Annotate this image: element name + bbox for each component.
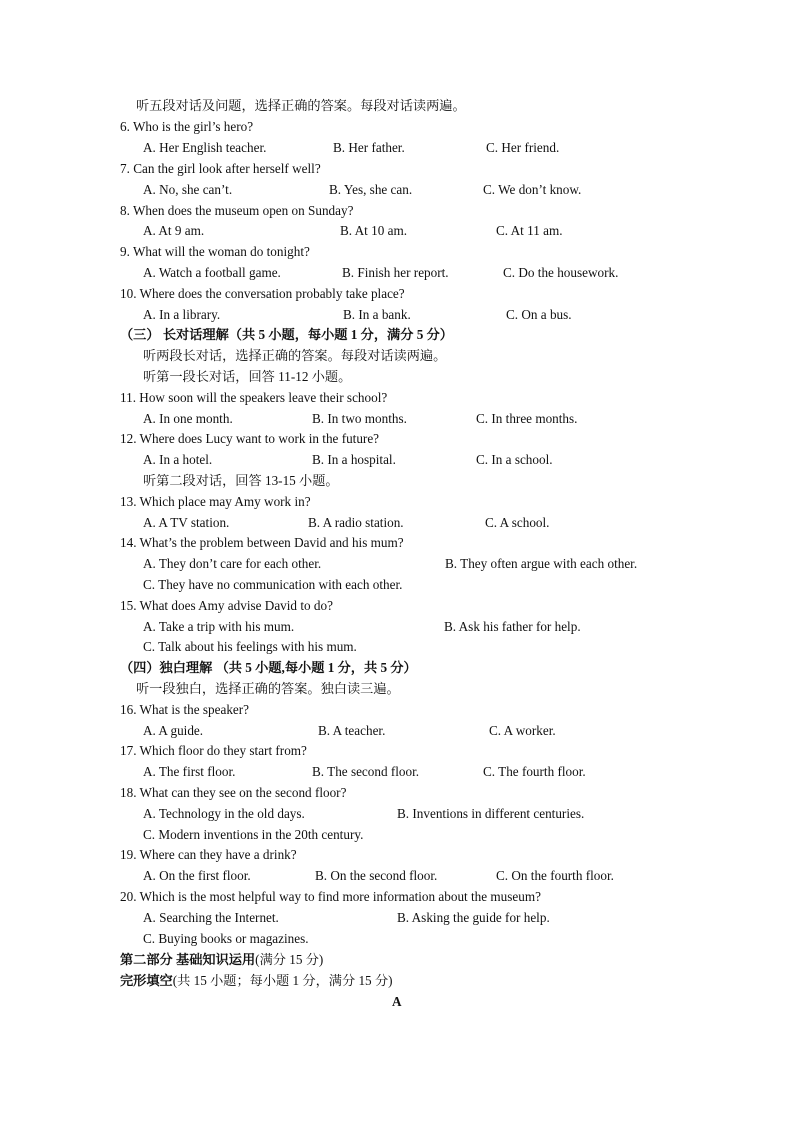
- question-19: 19. Where can they have a drink?: [120, 847, 297, 862]
- section-intro: 听五段对话及问题，选择正确的答案。每段对话读两遍。: [136, 98, 466, 113]
- question-8: 8. When does the museum open on Sunday?: [120, 203, 354, 218]
- cloze-score: (共 15 小题；每小题 1 分，满分 15 分): [172, 973, 393, 988]
- option-20b: B. Asking the guide for help.: [397, 910, 550, 925]
- option-7b: B. Yes, she can.: [329, 182, 413, 197]
- option-19a: A. On the first floor.: [143, 868, 251, 883]
- option-13c: C. A school.: [485, 515, 550, 530]
- option-11c: C. In three months.: [476, 411, 578, 426]
- option-10c: C. On a bus.: [506, 307, 572, 322]
- question-6: 6. Who is the girl’s hero?: [120, 119, 254, 134]
- question-14: 14. What’s the problem between David and his mum?: [120, 535, 404, 550]
- option-6c: C. Her friend.: [486, 140, 560, 155]
- section-4-heading: （四）独白理解 （共 5 小题,每小题 1 分，共 5 分）: [120, 660, 417, 675]
- option-18b: B. Inventions in different centuries.: [397, 806, 585, 821]
- option-14a: A. They don’t care for each other.: [143, 556, 322, 571]
- part-2-heading: [120, 952, 323, 968]
- option-16b: B. A teacher.: [318, 723, 386, 738]
- part-2-score: (满分 15 分): [255, 952, 324, 967]
- option-12a: A. In a hotel.: [143, 452, 213, 467]
- option-19c: C. On the fourth floor.: [496, 868, 614, 883]
- option-17a: A. The first floor.: [143, 764, 236, 779]
- option-17b: B. The second floor.: [312, 764, 420, 779]
- option-6a: A. Her English teacher.: [143, 140, 267, 155]
- option-20a: A. Searching the Internet.: [143, 910, 279, 925]
- section-3-part1: 听第一段长对话，回答 11-12 小题。: [143, 369, 352, 384]
- question-20: 20. Which is the most helpful way to find more information about the museum?: [120, 889, 541, 904]
- option-7c: C. We don’t know.: [483, 182, 582, 197]
- option-9c: C. Do the housework.: [503, 265, 619, 280]
- question-13: 13. Which place may Amy work in?: [120, 494, 311, 509]
- option-16c: C. A worker.: [489, 723, 556, 738]
- question-17: 17. Which floor do they start from?: [120, 743, 307, 758]
- option-10b: B. In a bank.: [343, 307, 411, 322]
- section-3-part2: 听第二段对话，回答 13-15 小题。: [143, 473, 339, 488]
- option-11a: A. In one month.: [143, 411, 233, 426]
- option-6b: B. Her father.: [333, 140, 405, 155]
- option-8c: C. At 11 am.: [496, 223, 563, 238]
- option-8b: B. At 10 am.: [340, 223, 408, 238]
- option-18a: A. Technology in the old days.: [143, 806, 305, 821]
- question-10: 10. Where does the conversation probably take place?: [120, 286, 405, 301]
- option-15c: C. Talk about his feelings with his mum.: [143, 639, 357, 654]
- option-14b: B. They often argue with each other.: [445, 556, 638, 571]
- option-17c: C. The fourth floor.: [483, 764, 586, 779]
- option-10a: A. In a library.: [143, 307, 221, 322]
- option-13a: A. A TV station.: [143, 515, 230, 530]
- option-7a: A. No, she can’t.: [143, 182, 233, 197]
- passage-letter: A: [392, 994, 402, 1009]
- question-18: 18. What can they see on the second floor?: [120, 785, 347, 800]
- question-9: 9. What will the woman do tonight?: [120, 244, 310, 259]
- cloze-title: 完形填空: [120, 973, 173, 988]
- section-3-heading: （三） 长对话理解（共 5 小题，每小题 1 分，满分 5 分）: [120, 327, 453, 342]
- option-9a: A. Watch a football game.: [143, 265, 281, 280]
- option-15a: A. Take a trip with his mum.: [143, 619, 295, 634]
- option-12c: C. In a school.: [476, 452, 553, 467]
- question-15: 15. What does Amy advise David to do?: [120, 598, 333, 613]
- option-8a: A. At 9 am.: [143, 223, 205, 238]
- cloze-heading: [120, 973, 393, 989]
- section-3-intro: 听两段长对话，选择正确的答案。每段对话读两遍。: [143, 348, 447, 363]
- option-15b: B. Ask his father for help.: [444, 619, 581, 634]
- option-9b: B. Finish her report.: [342, 265, 449, 280]
- option-19b: B. On the second floor.: [315, 868, 438, 883]
- option-13b: B. A radio station.: [308, 515, 404, 530]
- question-7: 7. Can the girl look after herself well?: [120, 161, 321, 176]
- part-2-title: 第二部分 基础知识运用: [120, 952, 256, 967]
- option-11b: B. In two months.: [312, 411, 407, 426]
- option-18c: C. Modern inventions in the 20th century.: [143, 827, 364, 842]
- option-16a: A. A guide.: [143, 723, 204, 738]
- question-12: 12. Where does Lucy want to work in the future?: [120, 431, 380, 446]
- option-20c: C. Buying books or magazines.: [143, 931, 309, 946]
- section-4-intro: 听一段独白，选择正确的答案。独白读三遍。: [136, 681, 400, 696]
- question-11: 11. How soon will the speakers leave their school?: [120, 390, 388, 405]
- question-16: 16. What is the speaker?: [120, 702, 250, 717]
- option-14c: C. They have no communication with each other.: [143, 577, 403, 592]
- option-12b: B. In a hospital.: [312, 452, 396, 467]
